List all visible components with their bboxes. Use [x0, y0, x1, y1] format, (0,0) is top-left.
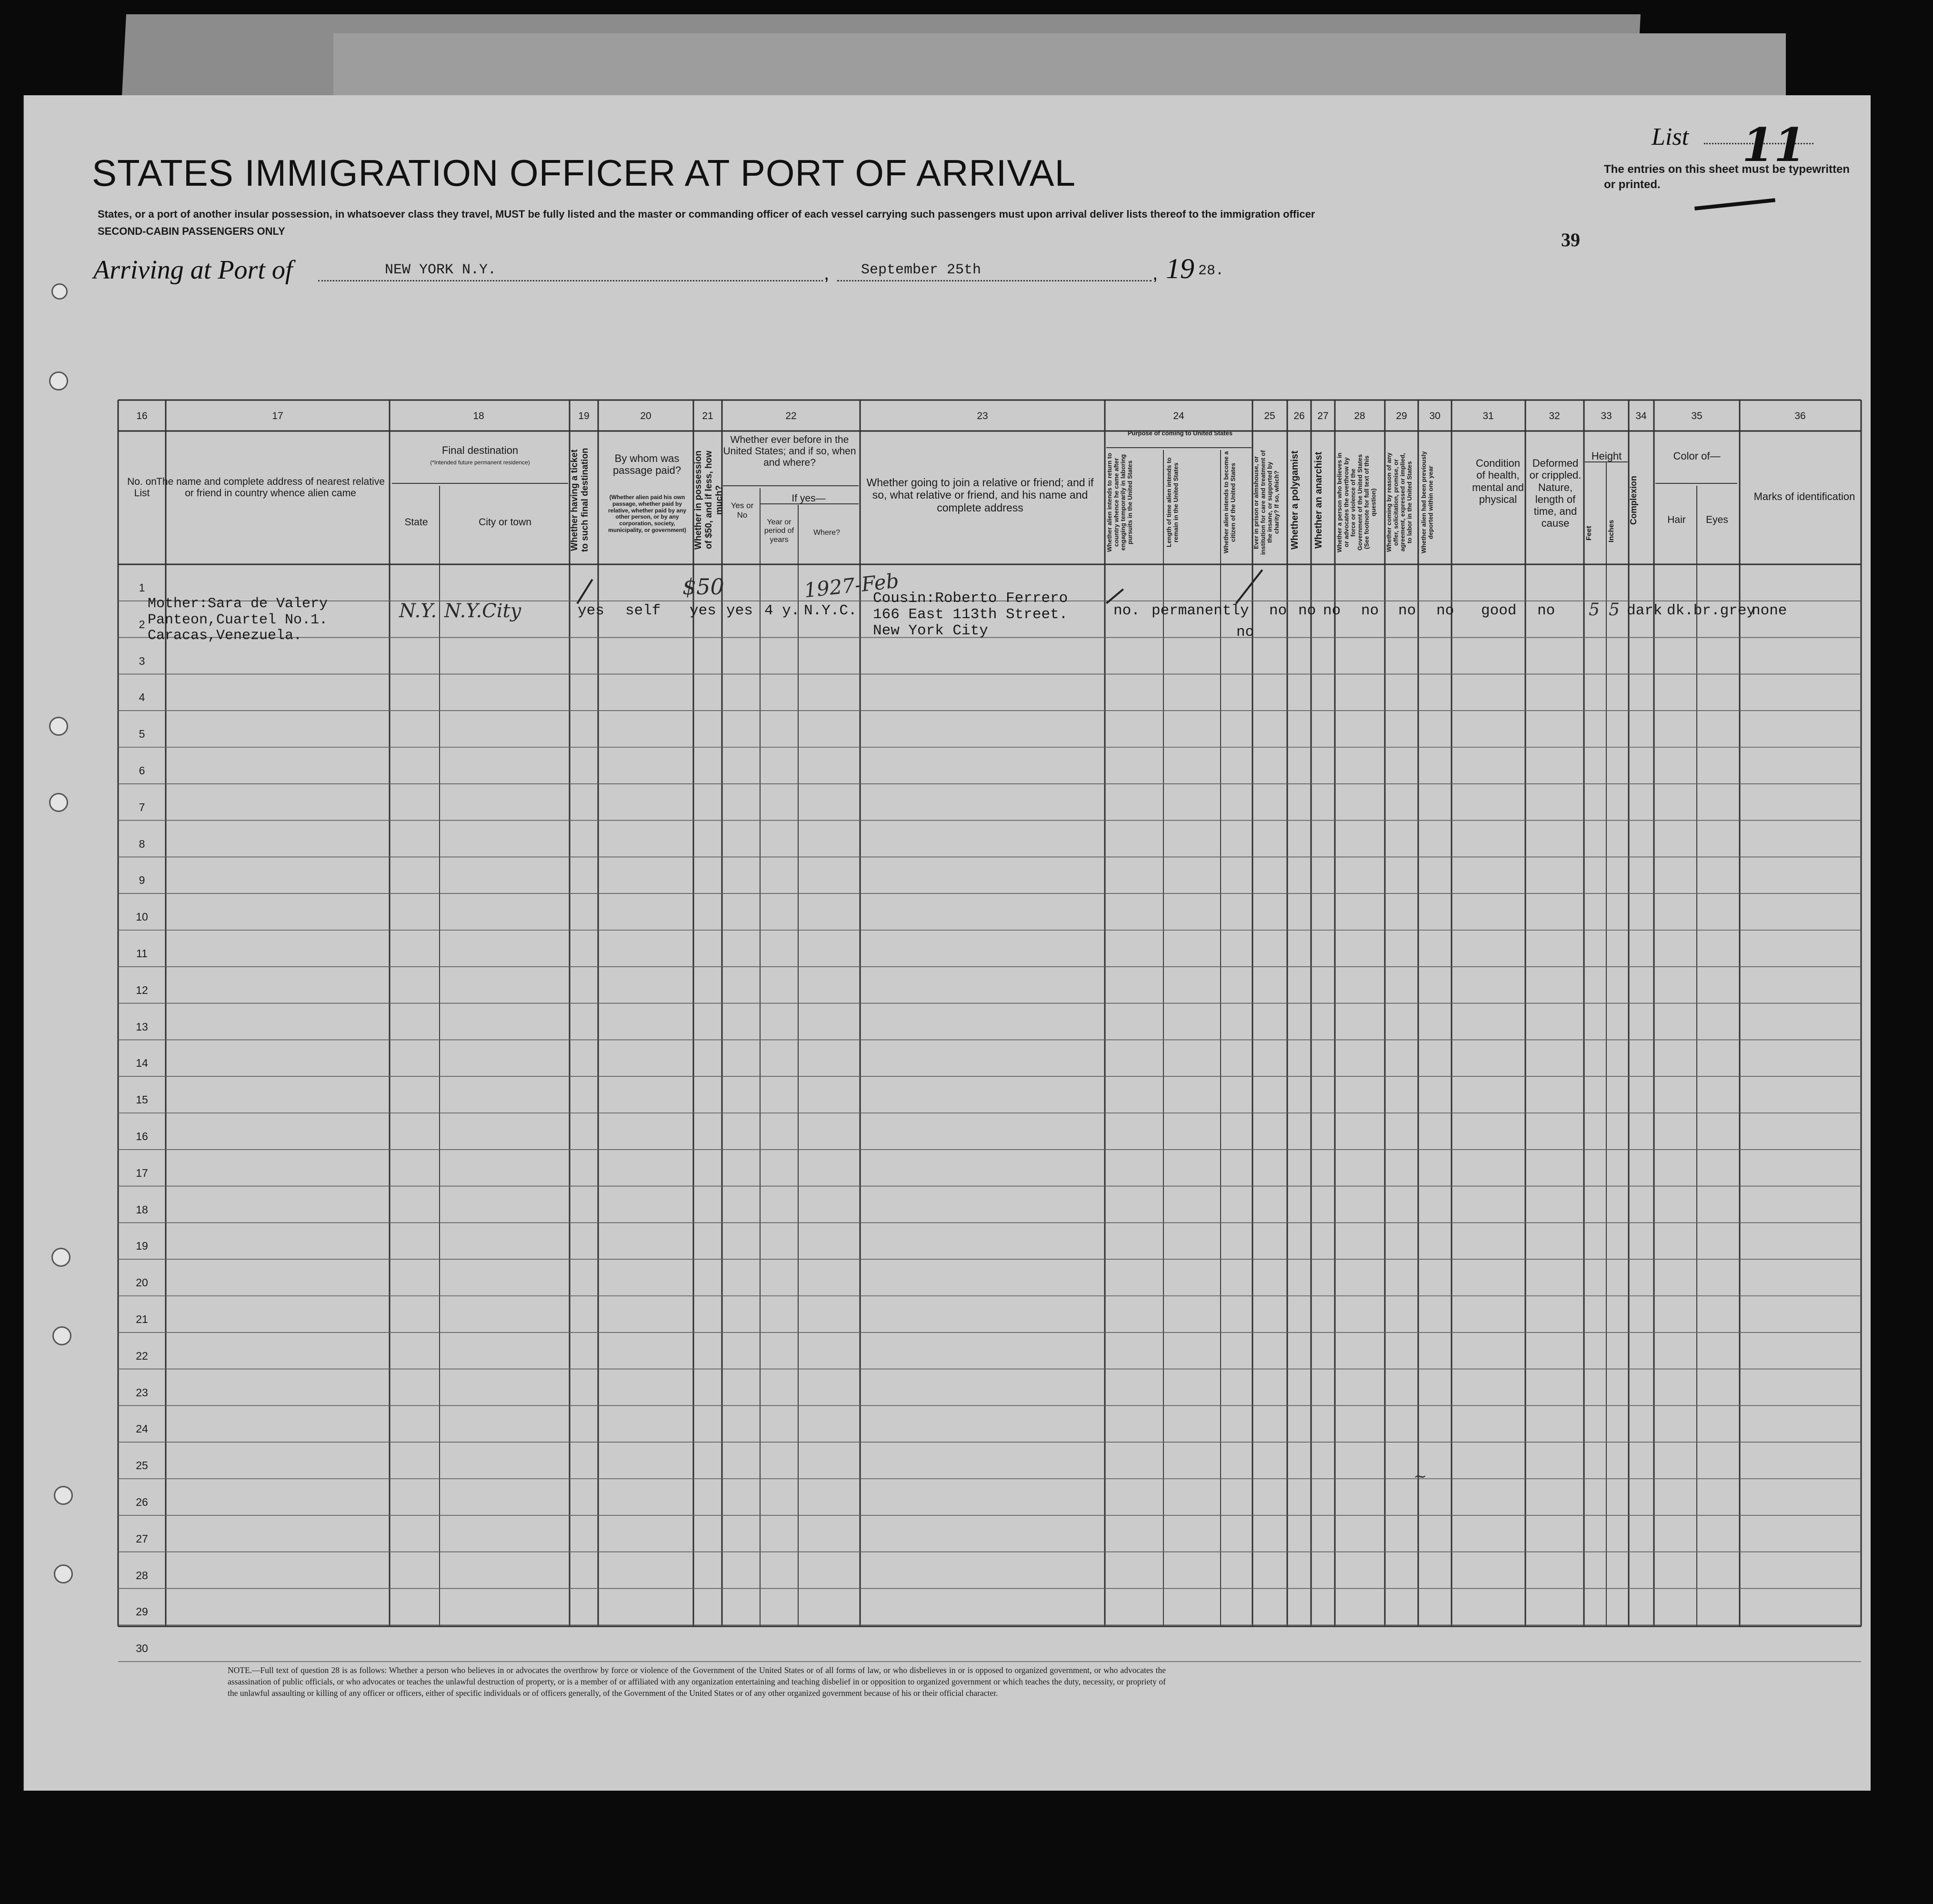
row-number: 15 [136, 1093, 148, 1106]
binder-hole [54, 1486, 73, 1505]
header-final-destination: Final destination [441, 444, 519, 456]
row-number: 11 [136, 947, 148, 960]
column-number: 30 [1429, 411, 1441, 421]
header-ever-before: Whether ever before in the United States; and if so, when and where? [723, 434, 856, 469]
row-number: 28 [136, 1569, 148, 1582]
header-purpose-citizen: Whether alien intends to become a citizen of the United States [1222, 451, 1237, 554]
column-number: 33 [1601, 411, 1612, 421]
header-where: Where? [813, 529, 841, 537]
row-number: 8 [139, 837, 145, 850]
header-city: City or town [479, 517, 531, 528]
column-number: 28 [1354, 411, 1365, 421]
header-passage-paid: By whom was passage paid? [612, 452, 681, 477]
year-suffix: 28. [1198, 263, 1224, 279]
ruled-grid [23, 95, 1871, 1791]
row-number: 16 [136, 1130, 148, 1142]
entry-marks: none [1752, 602, 1787, 619]
header-prison: Ever in prison or almshouse, or institution for care and treatment of the insane, or supported by charity? If so, which? [1252, 450, 1280, 555]
entry-where: N.Y.C. [804, 602, 857, 619]
row-number: 29 [136, 1605, 148, 1618]
binder-hole [51, 283, 68, 300]
column-number: 34 [1635, 411, 1647, 421]
year-prefix: 19 [1166, 253, 1194, 284]
row-number: 27 [136, 1532, 148, 1545]
header-purpose-length: Length of time alien intends to remain in the United States [1165, 457, 1180, 548]
column-number: 16 [136, 411, 148, 421]
entry-length: permanently [1152, 602, 1249, 619]
header-inches: Inches [1607, 520, 1615, 542]
header-final-destination-note: (*Intended future permanent residence) [430, 459, 530, 466]
column-number: 21 [702, 411, 713, 421]
row-number: 13 [136, 1020, 148, 1033]
entry-return: no. [1113, 602, 1140, 619]
column-number: 26 [1293, 411, 1305, 421]
entry-feet: 5 [1589, 600, 1600, 620]
list-label: List [1652, 123, 1689, 150]
header-passage-note: (Whether alien paid his own passage, whether paid by relative, whether paid by any other person, or by any corporation, society, municipality, or government) [608, 494, 687, 533]
port-dotted-line [318, 280, 823, 281]
column-number: 24 [1173, 411, 1184, 421]
entry-ticket: yes [578, 602, 604, 619]
header-deported: Whether alien had been previously deported within one year [1420, 451, 1434, 554]
arrival-port: NEW YORK N.Y. [385, 262, 497, 278]
join-line-1: Cousin:Roberto Ferrero [873, 590, 1068, 607]
header-purpose-return: Whether alien intends to return to country whence he came after engaging temporarily in laboring pursuits in the United States [1106, 453, 1133, 552]
row-number: 19 [136, 1240, 148, 1253]
entry-relative-address [148, 596, 328, 644]
row-number: 25 [136, 1459, 148, 1472]
header-join-relative: Whether going to join a relative or friend; and if so, what relative or friend, and his name and complete address [866, 476, 1094, 514]
column-number: 32 [1549, 411, 1560, 421]
row-number: 24 [136, 1423, 148, 1435]
entry-overthrow: no [1361, 602, 1379, 619]
row-number: 30 [136, 1642, 148, 1655]
column-number: 35 [1691, 411, 1703, 421]
row-number: 12 [136, 983, 148, 996]
header-if-yes: If yes— [791, 493, 826, 504]
entry-deported: no [1436, 602, 1454, 619]
row-number: 14 [136, 1057, 148, 1070]
entries-note: The entries on this sheet must be typewritten or printed. [1604, 163, 1850, 191]
money-note: $50 [682, 574, 724, 600]
row-number: 20 [136, 1276, 148, 1289]
row-number: 23 [136, 1386, 148, 1399]
relative-line-1: Mother:Sara de Valery [148, 596, 328, 612]
column-number: 27 [1317, 411, 1329, 421]
sheet-number: 39 [1561, 229, 1580, 251]
header-relative-address: The name and complete address of nearest relative or friend in country whence alien came [156, 476, 385, 499]
binder-hole [52, 1326, 71, 1345]
passenger-class: SECOND-CABIN PASSENGERS ONLY [98, 225, 285, 237]
entry-hair-eyes: dk.br.grey [1667, 602, 1756, 619]
header-state: State [404, 517, 428, 528]
arrival-label: Arriving at Port of [93, 255, 293, 285]
header-no-on-list: No. on List [127, 476, 157, 499]
handwritten-mark: ~ [1413, 1467, 1427, 1486]
binder-hole [49, 371, 68, 391]
comma: , [824, 263, 830, 284]
column-number: 23 [977, 411, 988, 421]
entry-prison: no [1269, 602, 1287, 619]
entry-citizen: no [1236, 624, 1254, 641]
header-anarchist: Whether an anarchist [1313, 451, 1324, 549]
relative-line-3: Caracas,Venezuela. [148, 628, 302, 644]
row-number: 3 [139, 654, 145, 667]
header-offer: Whether coming by reason of any offer, solicitation, promise, or agreement, expressed or implied, to labor in the United States [1385, 452, 1413, 552]
header-deformed: Deformed or crippled. Nature, length of time, and cause [1529, 457, 1582, 530]
entry-inches: 5 [1609, 600, 1620, 620]
header-yes-no: Yes or No [731, 501, 754, 520]
entry-offer: no [1398, 602, 1416, 619]
binder-hole [54, 1564, 73, 1583]
column-number: 19 [578, 411, 590, 421]
column-number: 18 [473, 411, 484, 421]
header-ticket: Whether having a ticket to such final destination [570, 448, 590, 552]
header-polygamist: Whether a polygamist [1290, 451, 1300, 550]
row-number: 21 [136, 1313, 148, 1325]
header-height: Height [1591, 450, 1622, 462]
row-number: 7 [139, 801, 145, 813]
entry-polygamist: no [1298, 602, 1316, 619]
entry-anarchist: no [1323, 602, 1341, 619]
binder-hole [51, 1248, 70, 1267]
row-number: 4 [139, 691, 145, 704]
comma: , [1152, 263, 1158, 284]
header-years: Year or period of years [764, 518, 794, 544]
column-number: 20 [640, 411, 651, 421]
header-possession: Whether in possession of $50, and if less, how much? [693, 451, 724, 550]
year-note: 1927-Feb [802, 569, 900, 602]
arrival-date: September 25th [861, 262, 982, 278]
relative-line-2: Panteon,Cuartel No.1. [148, 611, 328, 628]
row-number: 22 [136, 1349, 148, 1362]
row-number: 2 [139, 618, 145, 631]
header-complexion: Complexion [1629, 475, 1638, 525]
row-number: 17 [136, 1166, 148, 1179]
entry-deformed: no [1537, 602, 1555, 619]
entry-years: 4 y. [764, 602, 800, 619]
column-number: 31 [1482, 411, 1494, 421]
row-number: 10 [136, 911, 148, 923]
join-line-3: New York City [873, 622, 988, 640]
background-sheet [333, 33, 1786, 105]
entry-health: good [1481, 602, 1517, 619]
entry-complexion: dark [1627, 602, 1663, 619]
entry-city: N.Y.City [444, 600, 521, 622]
binder-hole [49, 717, 68, 736]
row-number: 5 [139, 728, 145, 741]
header-color: Color of— [1673, 450, 1721, 462]
header-health: Condition of health, mental and physical [1472, 457, 1524, 505]
column-number: 17 [272, 411, 283, 421]
entry-possession: yes [690, 602, 716, 619]
header-overthrow: Whether a person who believes in or advocates the overthrow by force or violence of the Government of the United States (See footnote for full text of this question) [1336, 452, 1377, 552]
row-number: 26 [136, 1496, 148, 1508]
header-hair: Hair [1667, 514, 1686, 525]
join-line-2: 166 East 113th Street. [873, 606, 1068, 623]
manifest-sheet [23, 95, 1871, 1791]
binder-hole [49, 793, 68, 812]
column-number: 29 [1396, 411, 1407, 421]
date-dotted-line [837, 280, 1152, 281]
entry-join-relative [873, 591, 1068, 639]
instructions-text: States, or a port of another insular possession, in whatsoever class they travel, MUST be fully listed and the master or commanding officer of each vessel carrying such passengers must upon arrival deliver lists thereof to the immigration officer [98, 208, 1315, 220]
column-number: 22 [785, 411, 797, 421]
list-number: 11 [1742, 118, 1806, 172]
entry-paid-by: self [625, 602, 661, 619]
footnote: NOTE.—Full text of question 28 is as follows: Whether a person who believes in or advocates the overthrow by force or violence of the Government of the United States or of all forms of law, or who disbelieves in or is opposed to organized government, or who advocates the assassination of public officials, or who advocates or teaches the unlawful destruction of property, or is a member of or affiliated with any organization entertaining and teaching disbelief in or opposition to organized government or which teaches the duty, necessity, or propriety of the unlawful assaulting or killing of any officer or officers, either of specific individuals or of officers generally, of the Government of the United States or of any other organized government because of his or their official character. [228, 1665, 1166, 1698]
row-number: 6 [139, 764, 145, 777]
column-number: 25 [1264, 411, 1275, 421]
page-title: STATES IMMIGRATION OFFICER AT PORT OF ARRIVAL [92, 152, 1076, 194]
row-number: 1 [139, 581, 145, 594]
header-purpose: Purpose of coming to United States [1127, 430, 1233, 437]
header-marks: Marks of identification [1753, 491, 1855, 502]
row-number: 9 [139, 874, 145, 887]
header-eyes: Eyes [1706, 514, 1728, 525]
entry-state: N.Y. [399, 600, 437, 622]
header-feet: Feet [1585, 526, 1593, 541]
row-number: 18 [136, 1203, 148, 1216]
column-number: 36 [1794, 411, 1806, 421]
entry-been-before: yes [726, 602, 753, 619]
